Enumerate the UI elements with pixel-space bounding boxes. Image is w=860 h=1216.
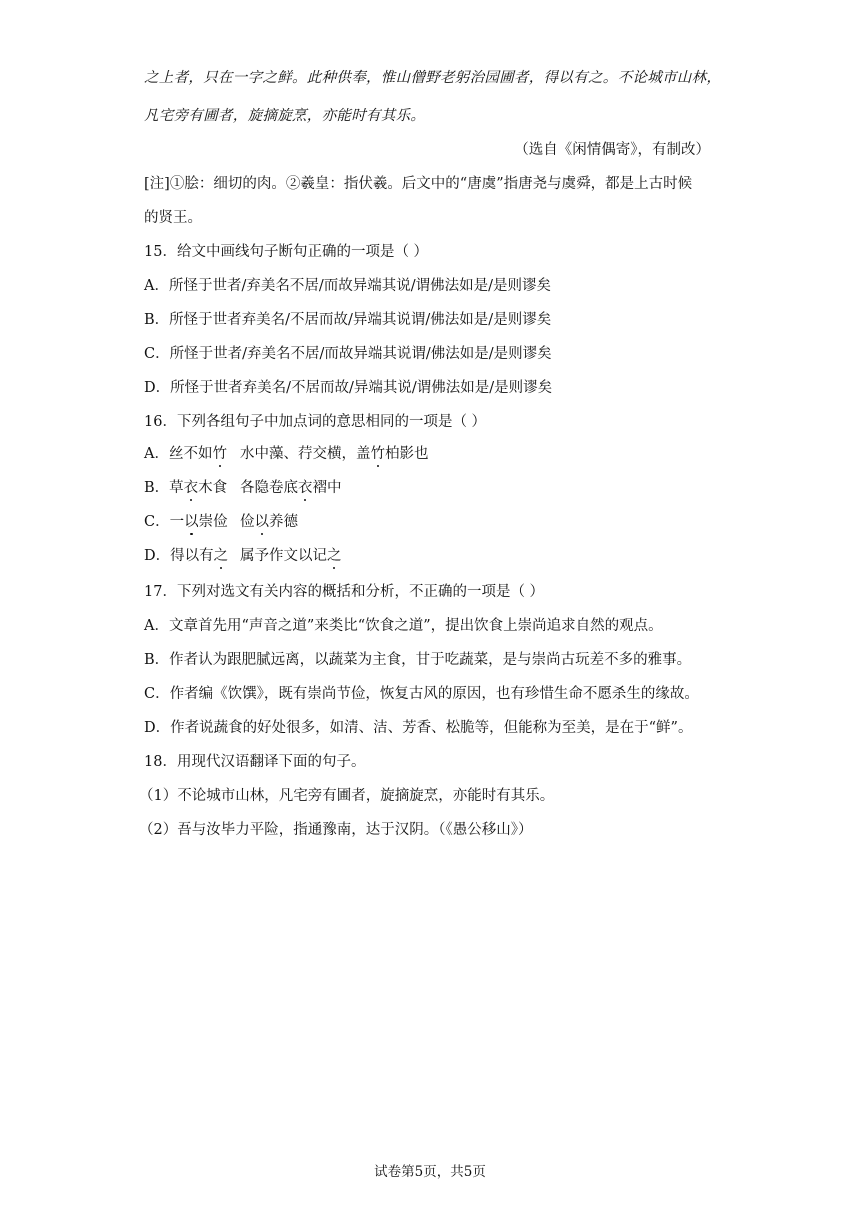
notes-line-1: [注]①脍：细切的肉。②羲皇：指伏羲。后文中的“唐虞”指唐尧与虞舜，都是上古时候 xyxy=(144,176,693,192)
dotted-word: 竹 xyxy=(212,446,227,462)
dotted-word: 以 xyxy=(184,514,199,530)
q16-option-b[interactable]: B．草衣木食 各隐卷底衣褶中 xyxy=(144,480,342,496)
dotted-word: 以 xyxy=(254,514,269,530)
dotted-word: 竹 xyxy=(370,446,385,462)
q16-option-d[interactable]: D．得以有之 属予作文以记之 xyxy=(144,548,342,564)
passage-source: （选自《闲情偶寄》，有制改） xyxy=(514,142,710,158)
notes-line-2: 的贤王。 xyxy=(144,210,202,226)
dotted-word: 衣 xyxy=(298,480,313,496)
dotted-word: 衣 xyxy=(183,480,199,496)
page-footer: 试卷第5页，共5页 xyxy=(374,1164,486,1180)
q17-option-c[interactable]: C．作者编《饮馔》，既有崇尚节俭，恢复古风的原因，也有珍惜生命不愿杀生的缘故。 xyxy=(144,686,699,702)
q17-option-a[interactable]: A．文章首先用“声音之道”来类比“饮食之道”，提出饮食上崇尚追求自然的观点。 xyxy=(144,618,663,634)
q16-option-c[interactable]: C．一以崇俭 俭以养德 xyxy=(144,514,298,530)
q17-option-b[interactable]: B．作者认为跟肥腻远离，以蔬菜为主食，甘于吃蔬菜，是与崇尚古玩差不多的雅事。 xyxy=(144,652,692,668)
q18-sentence-1: （1）不论城市山林，凡宅旁有圃者，旋摘旋烹，亦能时有其乐。 xyxy=(139,788,555,804)
q15-option-c[interactable]: C．所怪于世者/弃美名不居/而故异端其说谓/佛法如是/是则谬矣 xyxy=(144,346,552,362)
dotted-word: 之 xyxy=(213,548,229,564)
passage-line-2: 凡宅旁有圃者，旋摘旋烹，亦能时有其乐。 xyxy=(144,108,426,124)
q17-option-d[interactable]: D．作者说蔬食的好处很多，如清、洁、芳香、松脆等，但能称为至美，是在于“鲜”。 xyxy=(144,720,693,736)
q15-option-b[interactable]: B．所怪于世者弃美名/不居而故/异端其说谓/佛法如是/是则谬矣 xyxy=(144,312,552,328)
q18-sentence-2: （2）吾与汝毕力平险，指通豫南，达于汉阴。（《愚公移山》） xyxy=(139,822,533,838)
q18-stem: 18．用现代汉语翻译下面的句子。 xyxy=(144,754,366,770)
dotted-word: 之 xyxy=(327,548,342,564)
q16-option-a[interactable]: A．丝不如竹 水中藻、荇交横，盖竹柏影也 xyxy=(144,446,429,462)
q17-stem: 17．下列对选文有关内容的概括和分析，不正确的一项是（ ） xyxy=(144,584,545,600)
passage-line-1: 之上者，只在一字之鲜。此种供奉，惟山僧野老躬治园圃者，得以有之。不论城市山林， xyxy=(144,70,722,86)
q15-option-d[interactable]: D．所怪于世者弃美名/不居而故/异端其说/谓佛法如是/是则谬矣 xyxy=(144,380,553,396)
q16-stem: 16．下列各组句子中加点词的意思相同的一项是（ ） xyxy=(144,414,487,430)
q15-option-a[interactable]: A．所怪于世者/弃美名不居/而故异端其说/谓佛法如是/是则谬矣 xyxy=(144,278,552,294)
q15-stem: 15．给文中画线句子断句正确的一项是（ ） xyxy=(144,244,429,260)
